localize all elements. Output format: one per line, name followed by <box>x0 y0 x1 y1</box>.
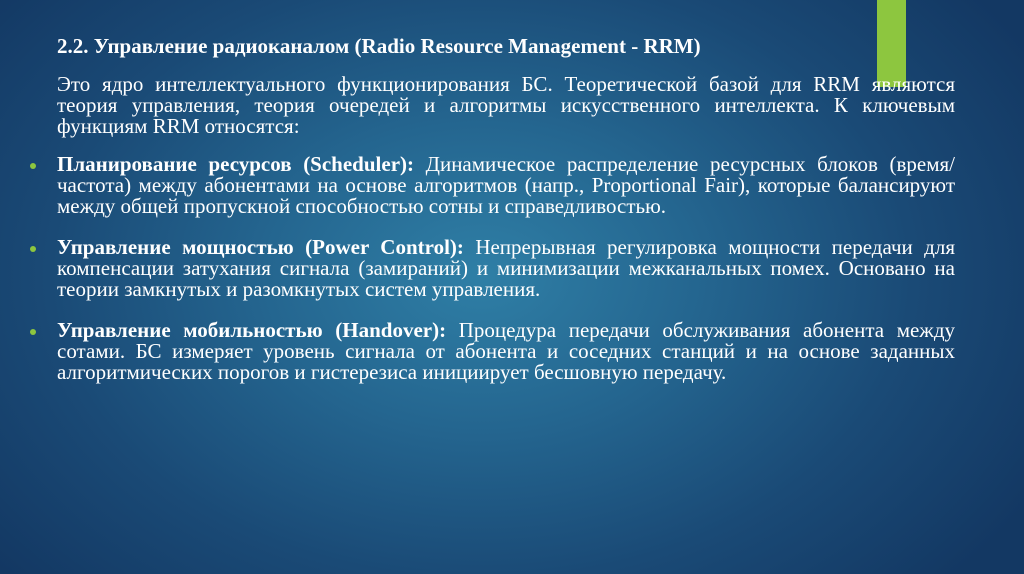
item-text: Непрерывная регулировка мощности передачи для компенсации затухания сигнала (замираний) и минимизации межканальных помех. Основано на теории замкнутых и разомкнутых систем управления. <box>57 235 955 301</box>
bullet-icon <box>30 246 36 252</box>
intro-paragraph: Это ядро интеллектуального функционирования БС. Теоретической базой для RRM являются теория управления, теория очередей и алгоритмы искусственного интеллекта. К ключевым функциям RRM относятся: <box>57 72 955 138</box>
bullet-icon <box>30 163 36 169</box>
item-term: Управление мобильностью (Handover): <box>57 318 447 342</box>
list-item-handover <box>57 320 955 383</box>
bullet-icon <box>30 329 36 335</box>
slide-content <box>57 34 955 403</box>
item-text: Динамическое распределение ресурсных блоков (время/частота) между абонентами на основе алгоритмов (напр., Proportional Fair), которые балансируют между общей пропускной способностью сотны и справедливостью. <box>57 152 955 218</box>
rrm-functions-list <box>57 154 955 383</box>
slide-title: 2.2. Управление радиоканалом (Radio Resource Management - RRM) <box>57 34 701 58</box>
item-term: Планирование ресурсов (Scheduler): <box>57 152 415 176</box>
item-term: Управление мощностью (Power Control): <box>57 235 464 259</box>
list-item-scheduler <box>57 154 955 217</box>
item-text: Процедура передачи обслуживания абонента между сотами. БС измеряет уровень сигнала от абонента и соседних станций и на основе заданных алгоритмических порогов и гистерезиса инициирует бесшовную передачу. <box>57 318 956 384</box>
list-item-power-control <box>57 237 955 300</box>
